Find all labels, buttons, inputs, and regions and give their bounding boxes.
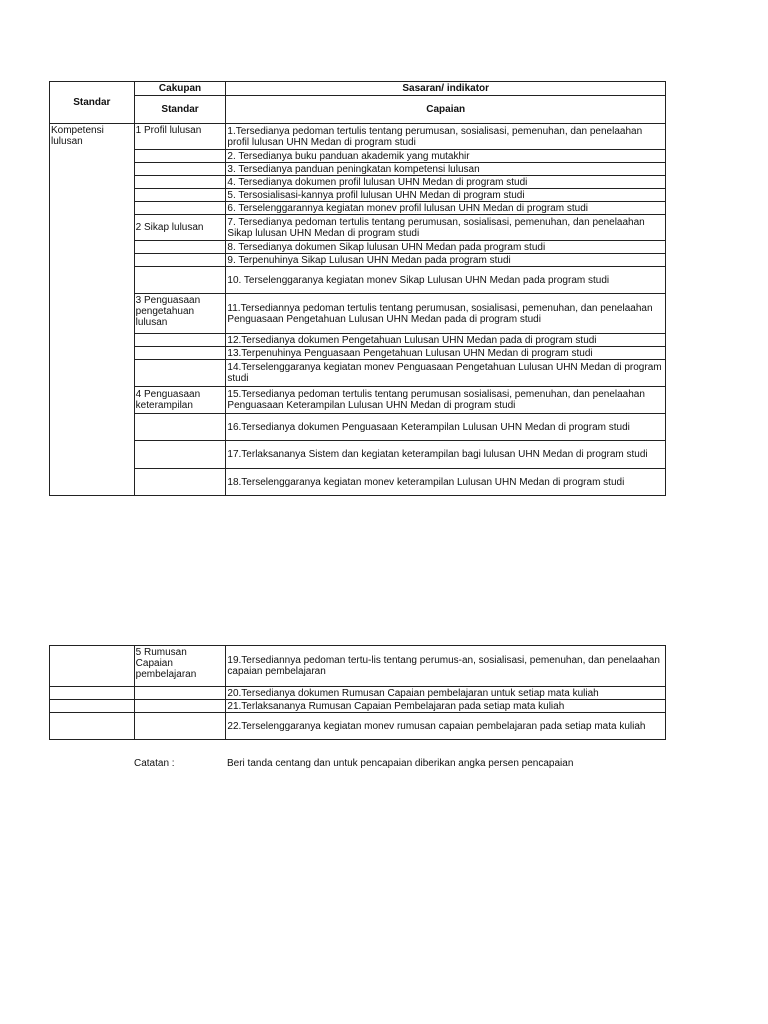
cakupan-cell: 2 Sikap lulusan (134, 215, 226, 241)
header-capaian: Capaian (226, 96, 666, 124)
empty-cell (134, 414, 226, 441)
empty-cell (134, 150, 226, 163)
empty-cell (50, 713, 135, 740)
indicator-cell: 11.Tersediannya pedoman tertulis tentang perumusan, sosialisasi, pemenuhan, dan penelaahan Penguasaan Pengetahuan Lulusan UHN Medan pada di program studi (226, 294, 666, 334)
indicator-cell: 22.Terselenggaranya kegiatan monev rumusan capaian pembelajaran pada setiap mata kuliah (226, 713, 666, 740)
empty-cell (134, 713, 226, 740)
empty-cell (134, 360, 226, 387)
indicator-cell: 10. Terselenggaranya kegiatan monev Sikap Lulusan UHN Medan pada program studi (226, 267, 666, 294)
header-standar: Standar (50, 82, 135, 124)
empty-cell (134, 687, 226, 700)
indicator-cell: 7. Tersedianya pedoman tertulis tentang perumusan, sosialisasi, pemenuhan, dan penelaahan Sikap lulusan UHN Medan di program studi (226, 215, 666, 241)
empty-cell (134, 189, 226, 202)
standar-cell: Kompetensi lulusan (50, 124, 135, 496)
indicator-cell: 1.Tersedianya pedoman tertulis tentang perumusan, sosialisasi, pemenuhan, dan penelaahan profil lulusan UHN Medan di program studi (226, 124, 666, 150)
cakupan-cell: 3 Penguasaan pengetahuan lulusan (134, 294, 226, 334)
indicator-cell: 14.Terselenggaranya kegiatan monev Penguasaan Pengetahuan Lulusan UHN Medan di program studi (226, 360, 666, 387)
note-text: Beri tanda centang dan untuk pencapaian diberikan angka persen pencapaian (227, 758, 574, 769)
indicator-cell: 4. Tersedianya dokumen profil lulusan UHN Medan di program studi (226, 176, 666, 189)
cakupan-cell: 1 Profil lulusan (134, 124, 226, 150)
indicator-cell: 5. Tersosialisasi-kannya profil lulusan UHN Medan di program studi (226, 189, 666, 202)
indicator-cell: 19.Tersediannya pedoman tertu-lis tentang perumus-an, sosialisasi, pemenuhan, dan penelaahan capaian pembelajaran (226, 646, 666, 687)
indicator-cell: 16.Tersedianya dokumen Penguasaan Keterampilan Lulusan UHN Medan di program studi (226, 414, 666, 441)
indicator-table (49, 81, 666, 496)
empty-cell (134, 469, 226, 496)
empty-cell (134, 347, 226, 360)
empty-cell (134, 334, 226, 347)
indicator-cell: 12.Tersedianya dokumen Pengetahuan Lulusan UHN Medan pada di program studi (226, 334, 666, 347)
cakupan-cell: 4 Penguasaan keterampilan (134, 387, 226, 414)
note-label: Catatan : (134, 758, 175, 769)
indicator-cell: 21.Terlaksananya Rumusan Capaian Pembelajaran pada setiap mata kuliah (226, 700, 666, 713)
indicator-cell: 13.Terpenuhinya Penguasaan Pengetahuan Lulusan UHN Medan di program studi (226, 347, 666, 360)
empty-cell (134, 267, 226, 294)
empty-cell (134, 700, 226, 713)
indicator-cell: 6. Terselenggarannya kegiatan monev profil lulusan UHN Medan di program studi (226, 202, 666, 215)
empty-cell (134, 441, 226, 469)
indicator-table-continued (49, 645, 666, 740)
empty-cell (50, 687, 135, 700)
indicator-cell: 20.Tersedianya dokumen Rumusan Capaian pembelajaran untuk setiap mata kuliah (226, 687, 666, 700)
indicator-cell: 8. Tersedianya dokumen Sikap lulusan UHN Medan pada program studi (226, 241, 666, 254)
empty-cell (134, 163, 226, 176)
indicator-cell: 18.Terselenggaranya kegiatan monev keterampilan Lulusan UHN Medan di program studi (226, 469, 666, 496)
empty-cell (134, 254, 226, 267)
empty-cell (134, 176, 226, 189)
header-cakupan-sub: Standar (134, 96, 226, 124)
indicator-cell: 9. Terpenuhinya Sikap Lulusan UHN Medan pada program studi (226, 254, 666, 267)
indicator-cell: 2. Tersedianya buku panduan akademik yang mutakhir (226, 150, 666, 163)
empty-cell (50, 646, 135, 687)
indicator-cell: 3. Tersedianya panduan peningkatan kompetensi lulusan (226, 163, 666, 176)
indicator-cell: 17.Terlaksananya Sistem dan kegiatan keterampilan bagi lulusan UHN Medan di program studi (226, 441, 666, 469)
cakupan-cell: 5 Rumusan Capaian pembelajaran (134, 646, 226, 687)
empty-cell (134, 202, 226, 215)
header-sasaran: Sasaran/ indikator (226, 82, 666, 96)
empty-cell (50, 700, 135, 713)
indicator-cell: 15.Tersedianya pedoman tertulis tentang perumusan sosialisasi, pemenuhan, dan penelaahan Penguasaan Keterampilan Lulusan UHN Medan di program studi (226, 387, 666, 414)
header-cakupan: Cakupan (134, 82, 226, 96)
empty-cell (134, 241, 226, 254)
